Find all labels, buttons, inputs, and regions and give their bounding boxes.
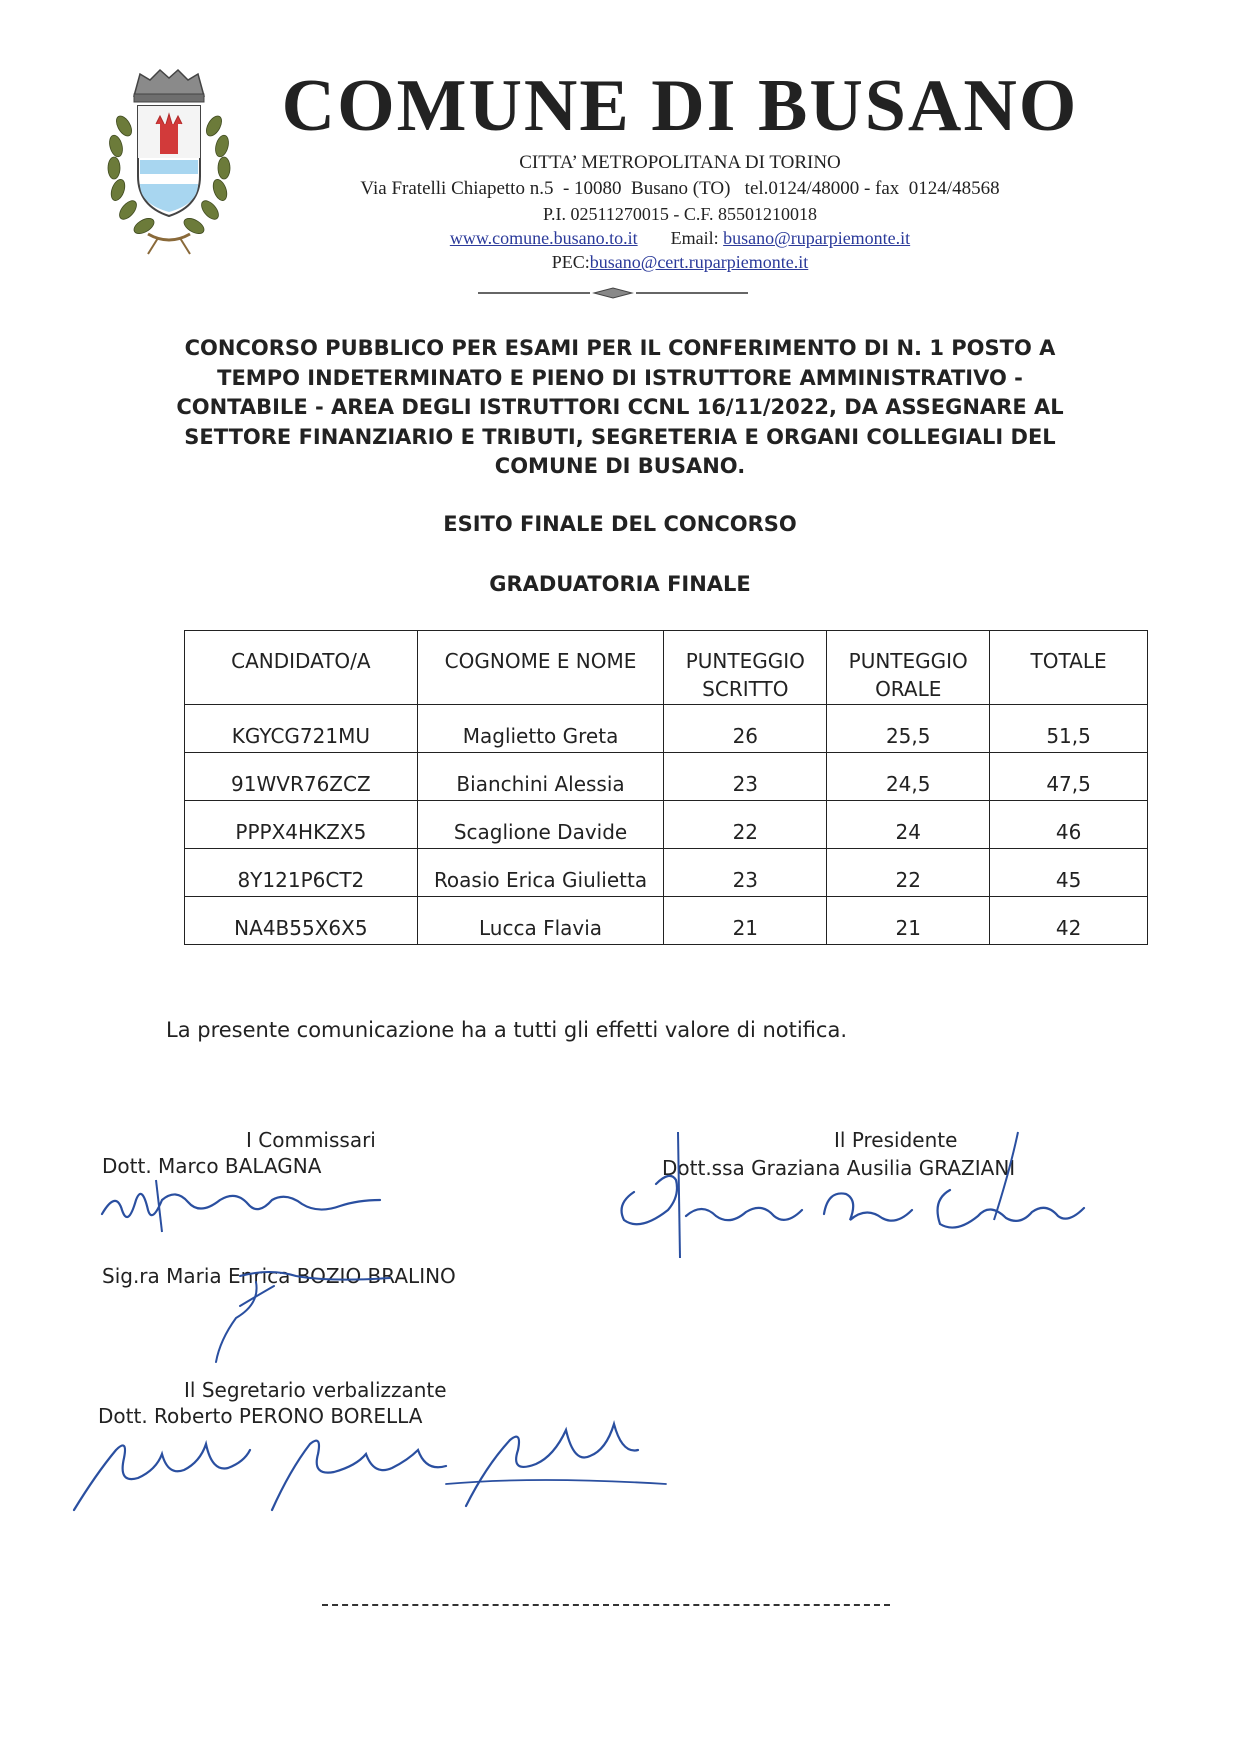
municipality-title: COMUNE DI BUSANO <box>281 65 1079 147</box>
commissioner-1-name: Dott. Marco BALAGNA <box>102 1154 322 1178</box>
secretary-name: Dott. Roberto PERONO BORELLA <box>98 1404 423 1428</box>
candidate-name: Maglietto Greta <box>417 705 664 753</box>
total-score: 47,5 <box>990 753 1148 801</box>
table-row <box>185 897 1148 945</box>
candidate-code: NA4B55X6X5 <box>185 897 418 945</box>
footer-divider <box>322 1604 890 1606</box>
oral-score: 25,5 <box>827 705 990 753</box>
oral-score: 21 <box>827 897 990 945</box>
president-label: Il Presidente <box>834 1128 958 1152</box>
president-signature <box>606 1130 1106 1260</box>
table-row <box>185 801 1148 849</box>
candidate-name: Bianchini Alessia <box>417 753 664 801</box>
candidate-name: Lucca Flavia <box>417 897 664 945</box>
secretary-signature <box>66 1414 686 1524</box>
written-score: 26 <box>664 705 827 753</box>
commissioner-1-signature <box>96 1170 386 1240</box>
table-header-row <box>185 631 1148 705</box>
metropolitan-city-line: CITTA’ METROPOLITANA DI TORINO <box>519 152 841 173</box>
commissioners-label: I Commissari <box>246 1128 376 1152</box>
email-link[interactable]: busano@ruparpiemonte.it <box>723 228 911 248</box>
total-score: 51,5 <box>990 705 1148 753</box>
ranking-table <box>184 630 1148 945</box>
commissioner-2-name: Sig.ra Maria Enrica BOZIO BRALINO <box>102 1264 456 1288</box>
table-row <box>185 705 1148 753</box>
total-score: 45 <box>990 849 1148 897</box>
pec-line <box>270 252 1090 273</box>
pec-link[interactable]: busano@cert.ruparpiemonte.it <box>589 252 809 272</box>
candidate-name: Scaglione Davide <box>417 801 664 849</box>
written-score: 21 <box>664 897 827 945</box>
president-name: Dott.ssa Graziana Ausilia GRAZIANI <box>662 1156 1016 1180</box>
total-score: 46 <box>990 801 1148 849</box>
candidate-code: 8Y121P6CT2 <box>185 849 418 897</box>
header-total: TOTALE <box>990 631 1148 705</box>
oral-score: 24,5 <box>827 753 990 801</box>
header-oral-score: PUNTEGGIO ORALE <box>827 631 990 705</box>
pec-label: PEC: <box>551 252 590 272</box>
header-candidate: CANDIDATO/A <box>185 631 418 705</box>
coat-of-arms-emblem <box>88 66 250 258</box>
table-row <box>185 849 1148 897</box>
address-line: Via Fratelli Chiapetto n.5 - 10080 Busano (TO) tel.0124/48000 - fax 0124/48568 <box>360 178 1000 199</box>
oral-score: 24 <box>827 801 990 849</box>
secretary-label: Il Segretario verbalizzante <box>184 1378 447 1402</box>
notification-notice: La presente comunicazione ha a tutti gli effetti valore di notifica. <box>166 1018 848 1042</box>
commissioner-2-signature <box>200 1246 430 1366</box>
tax-ids-line: P.I. 02511270015 - C.F. 85501210018 <box>543 204 817 224</box>
candidate-code: KGYCG721MU <box>185 705 418 753</box>
written-score: 23 <box>664 753 827 801</box>
table-row <box>185 753 1148 801</box>
candidate-name: Roasio Erica Giulietta <box>417 849 664 897</box>
oral-score: 22 <box>827 849 990 897</box>
competition-title: CONCORSO PUBBLICO PER ESAMI PER IL CONFERIMENTO DI N. 1 POSTO A TEMPO INDETERMINATO E PIENO DI ISTRUTTORE AMMINISTRATIVO - CONTABILE - AREA DEGLI ISTRUTTORI CCNL 16/11/2022, DA ASSEGNARE AL SETTORE FINANZIARIO E TRIBUTI, SEGRETERIA E ORGANI COLLEGIALI DEL COMUNE DI BUSANO. <box>176 336 1064 478</box>
final-result-heading: ESITO FINALE DEL CONCORSO <box>443 512 797 536</box>
candidate-code: PPPX4HKZX5 <box>185 801 418 849</box>
email-label: Email: <box>670 228 719 248</box>
written-score: 22 <box>664 801 827 849</box>
header-divider <box>478 286 748 300</box>
contacts-line <box>270 228 1090 249</box>
header-name: COGNOME E NOME <box>417 631 664 705</box>
website-link[interactable]: www.comune.busano.to.it <box>449 228 638 248</box>
written-score: 23 <box>664 849 827 897</box>
total-score: 42 <box>990 897 1148 945</box>
candidate-code: 91WVR76ZCZ <box>185 753 418 801</box>
final-ranking-heading: GRADUATORIA FINALE <box>489 572 751 596</box>
header-written-score: PUNTEGGIO SCRITTO <box>664 631 827 705</box>
